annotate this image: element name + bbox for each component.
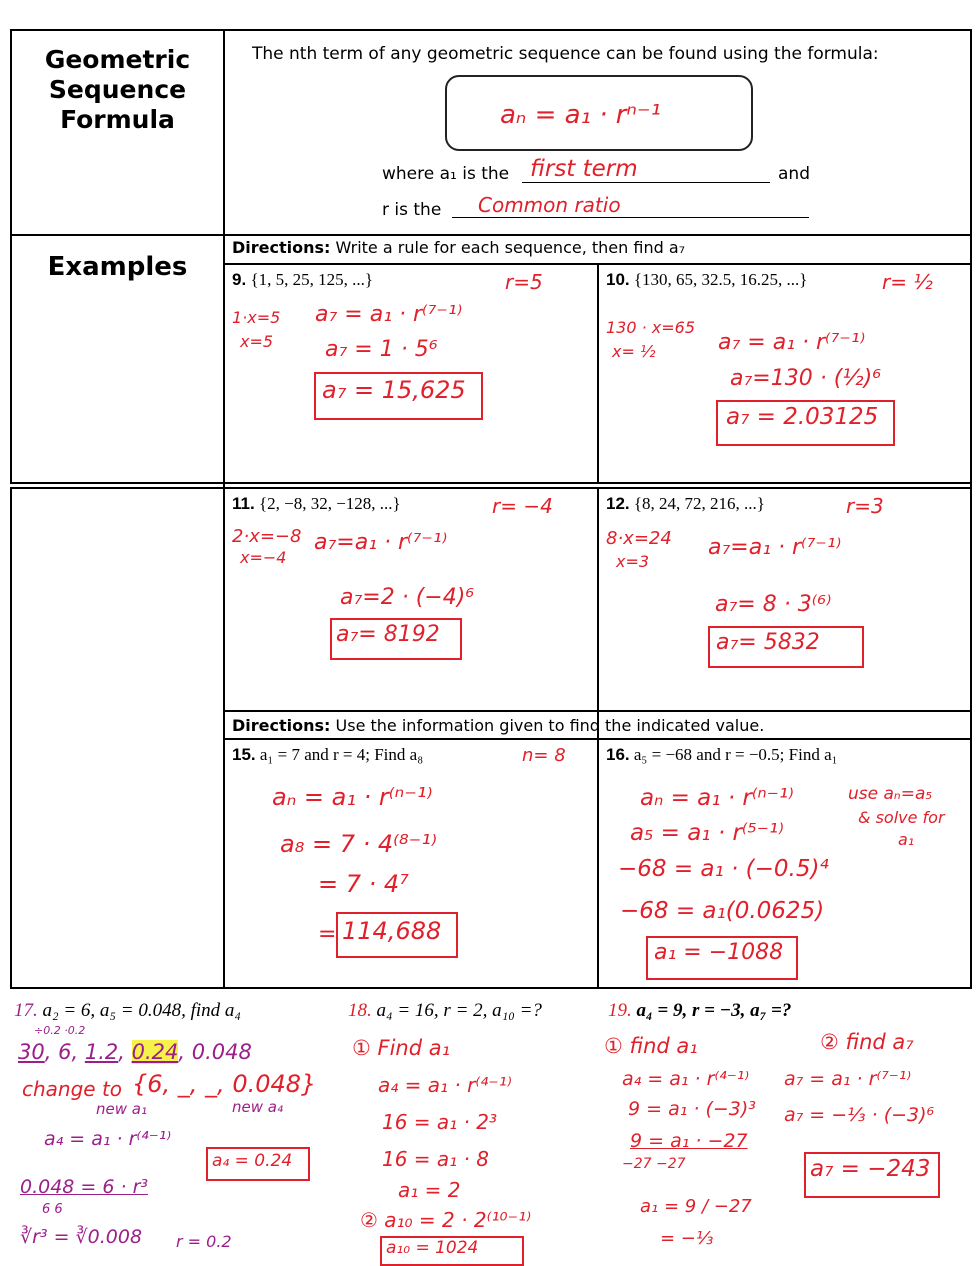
p18-w3: 16 = a₁ · 2³ bbox=[382, 1110, 498, 1134]
p9-w2: x=5 bbox=[240, 332, 274, 351]
p12-answer: a₇= 5832 bbox=[716, 630, 820, 655]
rule-mid-split-1 bbox=[597, 263, 599, 483]
p19-w10: a₇ = −⅓ · (−3)⁶ bbox=[784, 1104, 935, 1126]
p16-note3: a₁ bbox=[898, 830, 915, 849]
p12-w4: a₇= 8 · 3⁽⁶⁾ bbox=[715, 592, 832, 617]
p16-answer: a₁ = −1088 bbox=[654, 940, 784, 965]
p11-header bbox=[232, 494, 401, 514]
p12-label: 12. bbox=[606, 494, 630, 513]
section-title-line1: Geometric bbox=[44, 45, 191, 74]
p11-sequence: {2, −8, 32, −128, ...} bbox=[258, 494, 401, 513]
p18-answer: a₁₀ = 1024 bbox=[386, 1238, 479, 1258]
p15-n: n= 8 bbox=[522, 745, 566, 766]
p17-seq-a: 30 bbox=[18, 1040, 45, 1064]
p10-sequence: {130, 65, 32.5, 16.25, ...} bbox=[633, 270, 808, 289]
p12-w3: a₇=a₁ · r⁽⁷⁻¹⁾ bbox=[708, 535, 842, 560]
p18-w4: 16 = a₁ · 8 bbox=[382, 1147, 489, 1171]
p10-w2: x= ½ bbox=[612, 342, 656, 361]
directions-2 bbox=[232, 716, 764, 735]
p17-seq-b: 6 bbox=[58, 1040, 72, 1064]
p9-r: r=5 bbox=[505, 270, 543, 294]
p19-header bbox=[608, 1000, 791, 1022]
p11-answer: a₇= 8192 bbox=[336, 622, 440, 647]
p9-w3: a₇ = a₁ · r⁽⁷⁻¹⁾ bbox=[315, 302, 463, 327]
section-title bbox=[20, 45, 215, 135]
rule-right bbox=[970, 29, 972, 989]
p19-w7: a₁ = 9 / −27 bbox=[640, 1196, 752, 1217]
r-blank-line bbox=[452, 217, 809, 218]
p18-w2: a₄ = a₁ · r⁽⁴⁻¹⁾ bbox=[378, 1073, 512, 1097]
p19-w2: ② find a₇ bbox=[820, 1030, 914, 1054]
p19-given: a₄ = 9, r = −3, a₇ =? bbox=[636, 1000, 792, 1021]
p16-given: a₅ = −68 and r = −0.5; Find a₁ bbox=[633, 745, 838, 764]
directions-1 bbox=[232, 238, 685, 257]
p16-header bbox=[606, 745, 838, 765]
p10-w1: 130 · x=65 bbox=[606, 318, 696, 337]
p18-w5: a₁ = 2 bbox=[398, 1178, 461, 1202]
rule-top bbox=[10, 29, 972, 31]
p17-w8: ∛r³ = ∛0.008 bbox=[20, 1226, 143, 1248]
directions-1-text: Write a rule for each sequence, then find a₇ bbox=[335, 238, 686, 257]
a1-blank-line bbox=[522, 182, 770, 183]
and-label: and bbox=[778, 164, 810, 184]
p9-sequence: {1, 5, 25, 125, ...} bbox=[250, 270, 374, 289]
p17-seq-e: 0.048 bbox=[191, 1040, 252, 1064]
p17-w1: change to bbox=[22, 1077, 123, 1101]
p12-header bbox=[606, 494, 765, 514]
p10-header bbox=[606, 270, 807, 290]
rule-left-bottom bbox=[10, 488, 12, 988]
p11-w3: a₇=a₁ · r⁽⁷⁻¹⁾ bbox=[314, 530, 448, 555]
p17-seq-d: 0.24 bbox=[131, 1040, 179, 1064]
p15-given: a₁ = 7 and r = 4; Find a₈ bbox=[259, 745, 424, 764]
p17-w2: {6, _, _, 0.048} bbox=[132, 1070, 317, 1098]
p19-answer: a₇ = −243 bbox=[810, 1156, 931, 1182]
r-answer: Common ratio bbox=[478, 193, 621, 217]
rule-row1b-top bbox=[10, 487, 972, 489]
p18-header bbox=[348, 1000, 542, 1022]
p10-answer: a₇ = 2.03125 bbox=[726, 404, 879, 430]
p15-header bbox=[232, 745, 423, 765]
p15-w1: aₙ = a₁ · r⁽ⁿ⁻¹⁾ bbox=[272, 783, 433, 811]
p12-w1: 8·x=24 bbox=[606, 528, 672, 549]
p9-w4: a₇ = 1 · 5⁶ bbox=[325, 337, 438, 362]
examples-title: Examples bbox=[47, 252, 188, 282]
rule-table-bottom bbox=[10, 987, 972, 989]
p11-label: 11. bbox=[232, 494, 255, 513]
p15-w3: = 7 · 4⁷ bbox=[318, 870, 409, 898]
p10-r: r= ½ bbox=[882, 270, 933, 294]
p17-w9: r = 0.2 bbox=[176, 1232, 232, 1251]
p9-answer: a₇ = 15,625 bbox=[322, 376, 466, 404]
p10-label: 10. bbox=[606, 270, 630, 289]
p16-w4: −68 = a₁(0.0625) bbox=[620, 898, 825, 924]
p10-w3: a₇ = a₁ · r⁽⁷⁻¹⁾ bbox=[718, 330, 866, 355]
p17-arrows: ÷0.2 ·0.2 bbox=[34, 1024, 86, 1037]
p17-label: 17. bbox=[14, 1000, 38, 1021]
p17-w5: a₄ = a₁ · r⁽⁴⁻¹⁾ bbox=[44, 1128, 172, 1150]
p19-w6: −27 −27 bbox=[622, 1156, 686, 1172]
a1-answer: first term bbox=[530, 156, 638, 182]
p19-w3: a₄ = a₁ · r⁽⁴⁻¹⁾ bbox=[622, 1068, 750, 1090]
p17-answer: a₄ = 0.24 bbox=[212, 1151, 293, 1171]
p11-w4: a₇=2 · (−4)⁶ bbox=[340, 585, 475, 610]
p11-w2: x=−4 bbox=[240, 548, 287, 567]
p16-w2: a₅ = a₁ · r⁽⁵⁻¹⁾ bbox=[630, 820, 784, 846]
rule-col-split bbox=[223, 29, 225, 989]
p9-header bbox=[232, 270, 373, 290]
p15-w2: a₈ = 7 · 4⁽⁸⁻¹⁾ bbox=[280, 830, 437, 858]
p18-w1: ① Find a₁ bbox=[352, 1036, 451, 1060]
p19-w4: 9 = a₁ · (−3)³ bbox=[628, 1098, 756, 1120]
p17-given: a₂ = 6, a₅ = 0.048, find a₄ bbox=[42, 1000, 242, 1021]
p17-w3: new a₁ bbox=[96, 1100, 147, 1118]
rule-row1-bottom bbox=[10, 482, 972, 484]
p11-r: r= −4 bbox=[492, 494, 553, 518]
p12-w2: x=3 bbox=[616, 552, 650, 571]
p16-note1: use aₙ=a₅ bbox=[848, 784, 933, 804]
p17-seq-c: 1.2 bbox=[84, 1040, 119, 1064]
formula-text: aₙ = a₁ · rⁿ⁻¹ bbox=[500, 100, 661, 130]
p12-r: r=3 bbox=[846, 494, 884, 518]
p19-w1: ① find a₁ bbox=[604, 1034, 698, 1058]
p15-answer: 114,688 bbox=[342, 917, 442, 945]
rule-formula-bottom bbox=[10, 234, 972, 236]
p17-w4: new a₄ bbox=[232, 1098, 283, 1116]
p18-given: a₄ = 16, r = 2, a₁₀ =? bbox=[376, 1000, 542, 1021]
r-label: r is the bbox=[382, 200, 442, 220]
p12-sequence: {8, 24, 72, 216, ...} bbox=[633, 494, 765, 513]
p16-w1: aₙ = a₁ · r⁽ⁿ⁻¹⁾ bbox=[640, 785, 794, 811]
p17-w7: 6 6 bbox=[42, 1202, 63, 1217]
p19-label: 19. bbox=[608, 1000, 632, 1021]
p19-w5: 9 = a₁ · −27 bbox=[630, 1130, 748, 1152]
directions-2-label: Directions: bbox=[232, 716, 331, 735]
p19-w9: a₇ = a₁ · r⁽⁷⁻¹⁾ bbox=[784, 1068, 912, 1090]
p11-w1: 2·x=−8 bbox=[232, 526, 302, 547]
p9-w1: 1·x=5 bbox=[232, 308, 281, 327]
section-title-line3: Formula bbox=[60, 105, 175, 134]
p15-label: 15. bbox=[232, 745, 256, 764]
rule-mid-split-2 bbox=[597, 487, 599, 987]
p18-w6: ② a₁₀ = 2 · 2⁽¹⁰⁻¹⁾ bbox=[360, 1208, 532, 1232]
p16-note2: & solve for bbox=[858, 808, 945, 827]
directions-2-text: Use the information given to find the indicated value. bbox=[335, 716, 765, 735]
formula-intro: The nth term of any geometric sequence can be found using the formula: bbox=[252, 44, 879, 64]
p18-label: 18. bbox=[348, 1000, 372, 1021]
p10-w4: a₇=130 · (½)⁶ bbox=[730, 366, 882, 391]
p16-label: 16. bbox=[606, 745, 630, 764]
p15-eq: = bbox=[318, 922, 337, 947]
rule-directions2-bottom bbox=[223, 738, 972, 740]
p16-w3: −68 = a₁ · (−0.5)⁴ bbox=[618, 856, 829, 882]
p9-label: 9. bbox=[232, 270, 247, 289]
p19-w8: = −⅓ bbox=[660, 1228, 714, 1249]
p17-header bbox=[14, 1000, 241, 1022]
rule-row2-bottom bbox=[223, 710, 972, 712]
directions-1-label: Directions: bbox=[232, 238, 331, 257]
p17-w6: 0.048 = 6 · r³ bbox=[20, 1176, 149, 1198]
rule-left-top bbox=[10, 29, 12, 484]
where-a1-label: where a₁ is the bbox=[382, 164, 510, 184]
section-title-line2: Sequence bbox=[48, 75, 187, 104]
p17-sequence: 30, 6, 1.2, 0.24, 0.048 bbox=[18, 1040, 252, 1064]
